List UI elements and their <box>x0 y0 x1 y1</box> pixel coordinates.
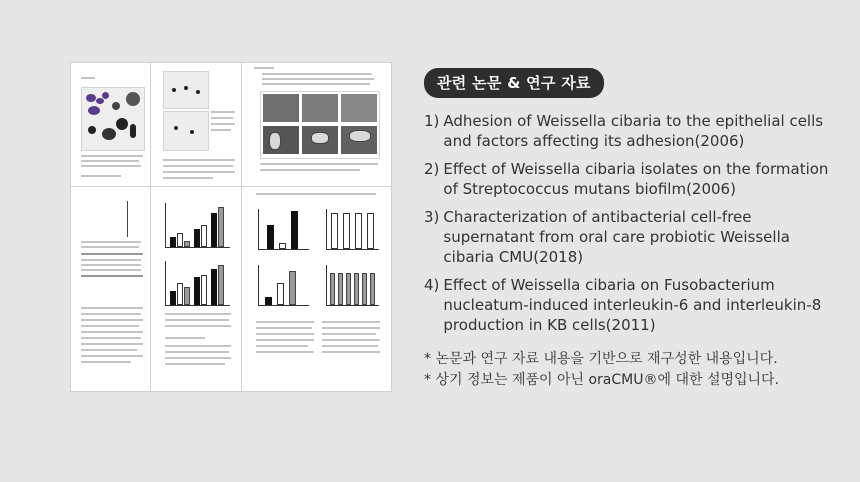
paper-bar-chart-1 <box>165 203 230 248</box>
reference-text: Effect of Weissella cibaria on Fusobacterium nucleatum-induced interleukin-6 and interleukin-8 production in KB cells(2011) <box>443 276 822 334</box>
reference-text: Characterization of antibacterial cell-free supernatant from oral care probiotic Weissella cibaria CMU(2018) <box>443 208 790 266</box>
paper-collage-image <box>70 62 392 392</box>
footnotes <box>424 349 834 391</box>
reference-text: Adhesion of Weissella cibaria to the epithelial cells and factors affecting its adhesion(2006) <box>443 112 824 150</box>
reference-number: 2) <box>424 160 440 178</box>
paper-page-gel-blot <box>151 63 242 187</box>
paper-bar-chart-3 <box>258 209 309 250</box>
reference-item <box>424 275 834 335</box>
blot-figure <box>163 71 209 109</box>
paper-bar-chart-6 <box>326 265 379 306</box>
section-title-badge: 관련 논문 & 연구 자료 <box>424 68 604 98</box>
references-panel <box>424 68 834 391</box>
reference-item <box>424 111 834 151</box>
paper-page-bar-charts <box>151 187 242 391</box>
reference-item <box>424 159 834 199</box>
reference-number: 3) <box>424 208 440 226</box>
paper-bar-chart-4 <box>326 209 379 250</box>
paper-page-micrograph <box>71 63 151 187</box>
reference-number: 1) <box>424 112 440 130</box>
sem-figure <box>260 91 380 159</box>
blot-figure-2 <box>163 111 209 151</box>
reference-text: Effect of Weissella cibaria isolates on the formation of Streptococcus mutans biofilm(2006) <box>443 160 829 198</box>
reference-item <box>424 207 834 267</box>
reference-number: 4) <box>424 276 440 294</box>
micrograph-figure <box>81 87 145 151</box>
paper-bar-chart-2 <box>165 261 230 306</box>
paper-page-table <box>71 187 151 391</box>
paper-page-bar-charts-b <box>242 187 391 391</box>
footnote-disclaimer: * 상기 정보는 제품이 아닌 oraCMU®에 대한 설명입니다. <box>424 372 780 388</box>
paper-bar-chart-5 <box>258 265 309 306</box>
footnote-source: * 논문과 연구 자료 내용을 기반으로 재구성한 내용입니다. <box>424 351 778 367</box>
reference-list <box>424 111 834 335</box>
paper-page-sem <box>242 63 391 187</box>
